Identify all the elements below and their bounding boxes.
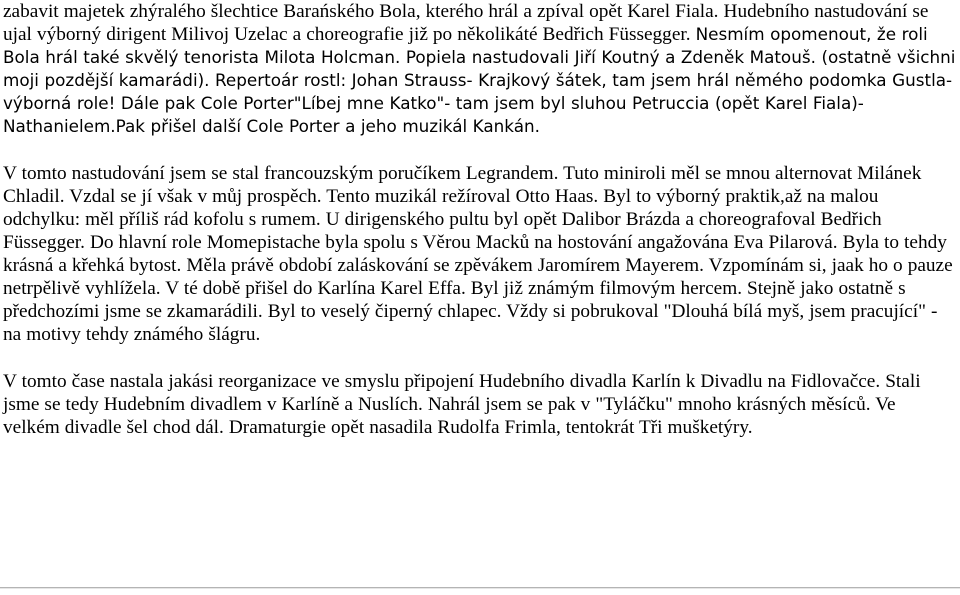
paragraph-1-sans-text: Nesmím opomenout, že roli Bola hrál také skvělý tenorista Milota Holcman. Popiela nastudovali Jiří Koutný a Zdeněk Matouš. (ostatně všichni moji pozdější kamarádi). Repertoár rostl: Johan Strauss- Krajkový šátek, tam jsem hrál němého podomka Gustla- výborná role! Dále pak Cole Porter"Líbej mne Katko"- tam jsem byl sluhou Petruccia (opět Karel Fiala)-Nathanielem.Pak přišel další Cole Porter a jeho muzikál Kankán. [3,24,956,137]
horizontal-rule [0,587,960,589]
paragraph-3 [3,370,956,439]
paragraph-2-text: V tomto nastudování jsem se stal francouzským poručíkem Legrandem. Tuto miniroli měl se mnou alternovat Milánek Chladil. Vzdal se jí však v můj prospěch. Tento muzikál režíroval Otto Haas. Byl to výborný praktik,až na malou odchylku: měl příliš rád kofolu s rumem. U dirigenského pultu byl opět Dalibor Brázda a choreografoval Bedřich Füssegger. Do hlavní role Momepistache byla spolu s Věrou Macků na hostování angažována Eva Pilarová. Byla to tehdy krásná a křehká bytost. Měla právě období zaláskování se zpěvákem Jaromírem Mayerem. Vzpomínám si, jaak ho o pauze netrpělivě vyhlížela. V té době přišel do Karlína Karel Effa. Byl již známým filmovým hercem. Stejně jako ostatně s předchozími jsme se zkamarádili. Byl to veselý čiperný chlapec. Vždy si pobrukoval "Dlouhá bílá myš, jsem pracující" - na motivy tehdy známého šlágru. [3,162,953,346]
paragraph-3-text: V tomto čase nastala jakási reorganizace ve smyslu připojení Hudebního divadla Karlín k Divadlu na Fidlovačce. Stali jsme se tedy Hudebním divadlem v Karlíně a Nuslích. Nahrál jsem se pak v "Tyláčku" mnoho krásných měsíců. Ve velkém divadle šel chod dál. Dramaturgie opět nasadila Rudolfa Frimla, tentokrát Tři mušketýry. [3,370,921,438]
paragraph-1 [3,0,956,139]
paragraph-2 [3,162,956,347]
paragraph-1-serif-text: zabavit majetek zhýralého šlechtice Barańského Bola, kterého hrál a zpíval opět Karel Fiala. Hudebního nastudování se ujal výborný dirigent Milivoj Uzelac a choreografie již po několikáté Bedřich Füssegger. [3,1,929,46]
